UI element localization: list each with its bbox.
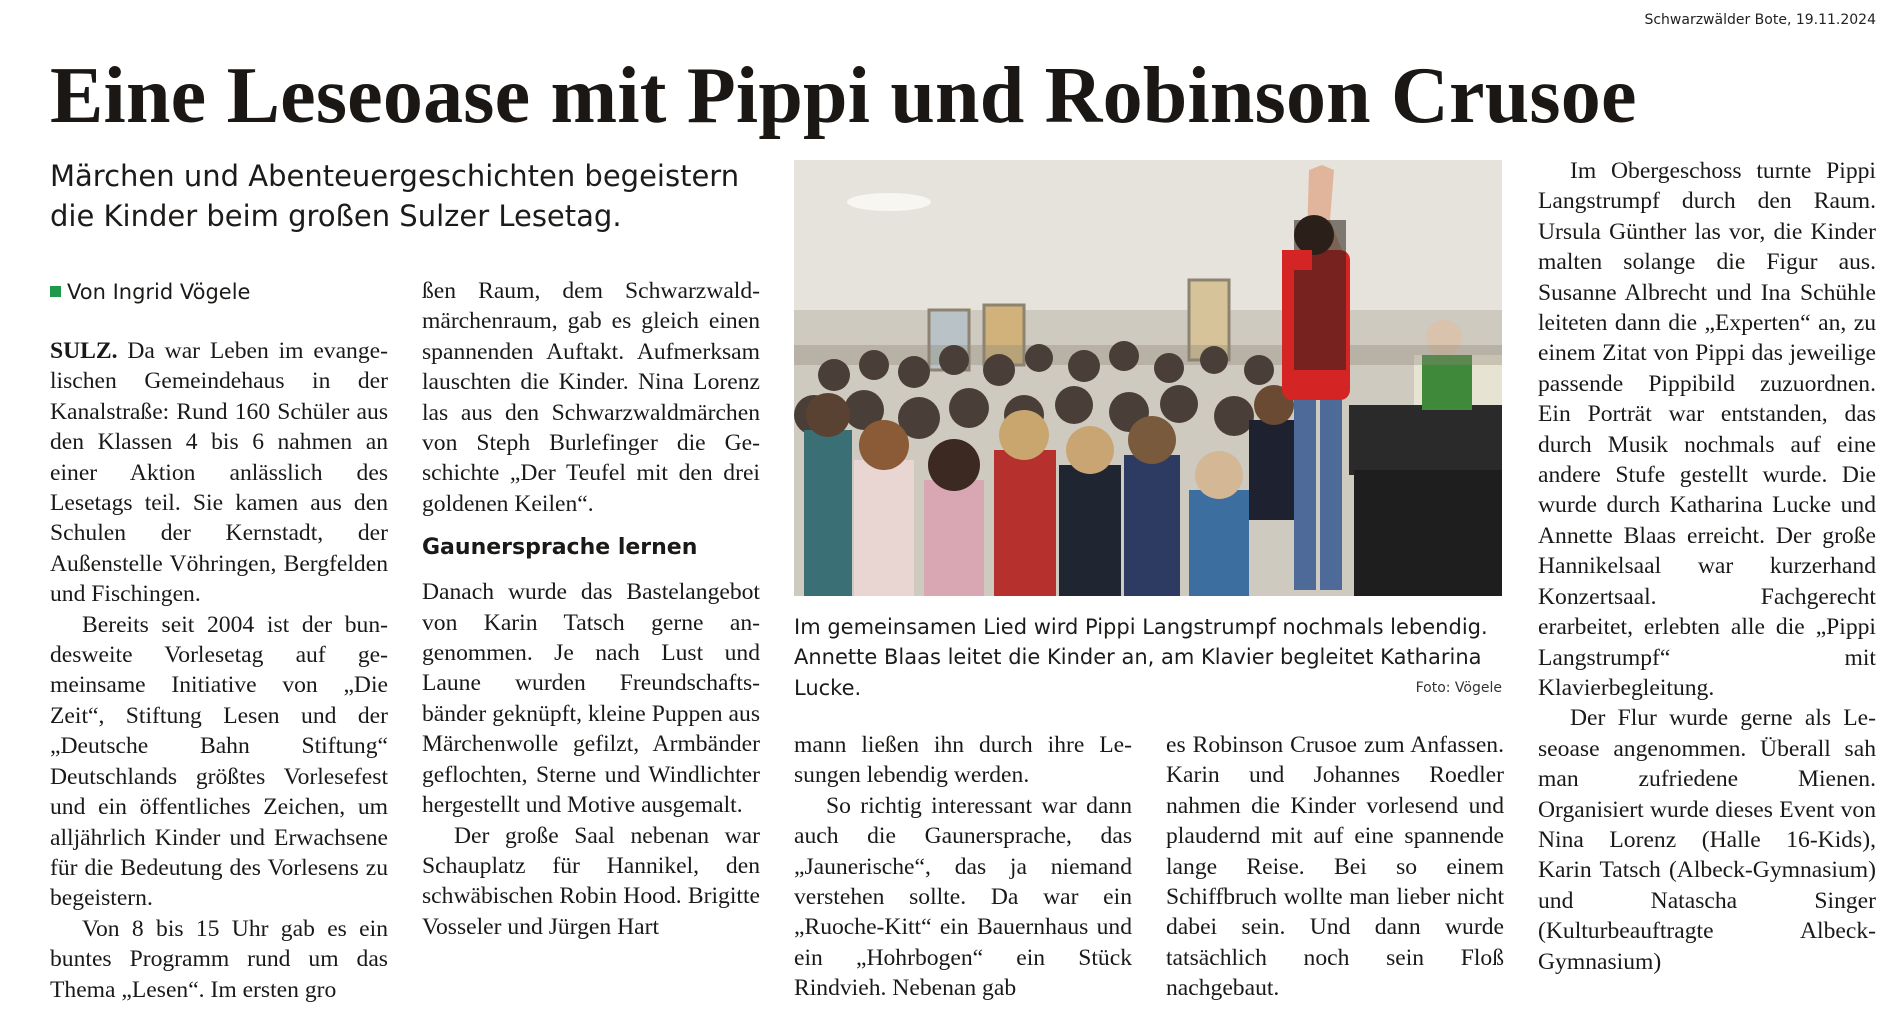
text-column-2	[422, 276, 760, 942]
paragraph: Im Obergeschoss turnte Pippi Langstrumpf durch den Raum. Ursula Günther las vor, die Kinder malten solange die Figur aus. Susanne Albrecht und Ina Schühle leiteten dann die „Experten“ an, zu einem Zitat von Pippi das jeweilige passende Pippibild zuzuordnen. Ein Porträt war entstanden, das durch Musik nochmals auf eine andere Stufe gestellt wurde. Die wurde durch Katharina Lucke und Annette Blaas erreicht. Der große Hannikelsaal war kurzerhand Konzertsaal. Fachgerecht erarbeitet, erlebten alle die „Pippi Langstrumpf“ mit Klavierbegleitung.	[1538, 158, 1876, 701]
text-column-3	[794, 730, 1132, 1004]
headline: Eine Leseoase mit Pippi und Robinson Crusoe	[50, 52, 1637, 140]
text-column-1	[50, 336, 388, 1005]
section-heading: Gaunersprache lernen	[422, 535, 698, 561]
paragraph: Danach wurde das Bastelangebot von Karin Tatsch gerne angenommen. Je nach Lust und Laune wurden Freundschaftsbänder geknüpft, kleine Puppen aus Märchenwolle gefilzt, Armbänder geflochten, Sterne und Windlichter hergestellt und Motive ausgemalt.	[422, 579, 760, 819]
text-column-4	[1166, 730, 1504, 1004]
paragraph: es Robinson Crusoe zum Anfassen. Karin und Johannes Roedler nahmen die Kinder vorlesend und plaudernd mit auf eine spannende lange Reise. Bei so einem Schiffbruch wollte man lieber nicht dabei sein. Und dann wurde tatsächlich noch sein Floß nachgebaut.	[1166, 732, 1504, 1002]
text-column-5	[1538, 156, 1876, 977]
paragraph: Der Flur wurde gerne als Leseoase angenommen. Überall sah man zufriedene Mienen. Organisiert wurde dieses Event von Nina Lorenz (Halle 16-Kids), Karin Tatsch (Albeck-Gymnasium) und Natascha Singer (Kulturbeauftragte Albeck-Gymnasium)	[1538, 705, 1876, 975]
paragraph: Der große Saal nebenan war Schauplatz für Hannikel, den schwäbischen Robin Hood. Brigitte Vosseler und Jürgen Hart	[422, 822, 760, 940]
author-byline	[50, 280, 250, 304]
photo-credit: Foto: Vögele	[1415, 680, 1502, 696]
paragraph: Bereits seit 2004 ist der bundesweite Vorlesetag auf gemeinsame Initiative von „Die Zeit“, Stiftung Lesen und der „Deutsche Bahn Stiftung“ Deutschlands größtes Vorlesefest und ein öffentliches Zeichen, um alljährlich Kinder und Erwachsene für die Bedeutung des Vorlesens zu begeistern.	[50, 611, 388, 912]
author-name: Von Ingrid Vögele	[67, 280, 251, 304]
article-photo	[794, 160, 1502, 596]
photo-illustration	[794, 160, 1502, 596]
source-line: Schwarzwälder Bote, 19.11.2024	[1644, 12, 1876, 28]
paragraph: ßen Raum, dem Schwarzwaldmärchenraum, gab es gleich einen spannenden Auftakt. Aufmerksam lauschten die Kinder. Nina Lorenz las aus den Schwarzwaldmärchen von Steph Burlefinger die Geschichte „Der Teufel mit den drei goldenen Keilen“.	[422, 278, 760, 517]
paragraph	[50, 336, 388, 610]
green-square-icon	[50, 286, 61, 297]
photo-caption: Im gemeinsamen Lied wird Pippi Langstrumpf nochmals lebendig. Annette Blaas leitet die Kinder an, am Klavier begleitet Katharina Lucke.	[794, 615, 1488, 700]
paragraph-text: Da war Leben im evangelischen Gemeindehaus in der Kanalstraße: Rund 160 Schüler aus den Klassen 4 bis 6 nahmen an einer Aktion anlässlich des Lesetags teil. Sie kamen aus den Schulen der Kernstadt, der Außenstelle Vöhringen, Bergfelden und Fischingen.	[50, 338, 388, 608]
paragraph: mann ließen ihn durch ihre Lesungen lebendig werden.	[794, 732, 1132, 789]
subheadline: Märchen und Abenteuergeschichten begeistern die Kinder beim großen Sulzer Lesetag.	[50, 159, 740, 233]
paragraph: Von 8 bis 15 Uhr gab es ein buntes Programm rund um das Thema „Lesen“. Im ersten gro	[50, 915, 388, 1003]
paragraph: So richtig interessant war dann auch die Gaunersprache, das „Jaunerische“, das ja niemand verstehen sollte. Da war ein „Ruoche-Kitt“ ein Bauernhaus und ein „Hohrbogen“ ein Stück Rindvieh. Nebenan gab	[794, 792, 1132, 1002]
dateline: SULZ.	[50, 338, 118, 364]
